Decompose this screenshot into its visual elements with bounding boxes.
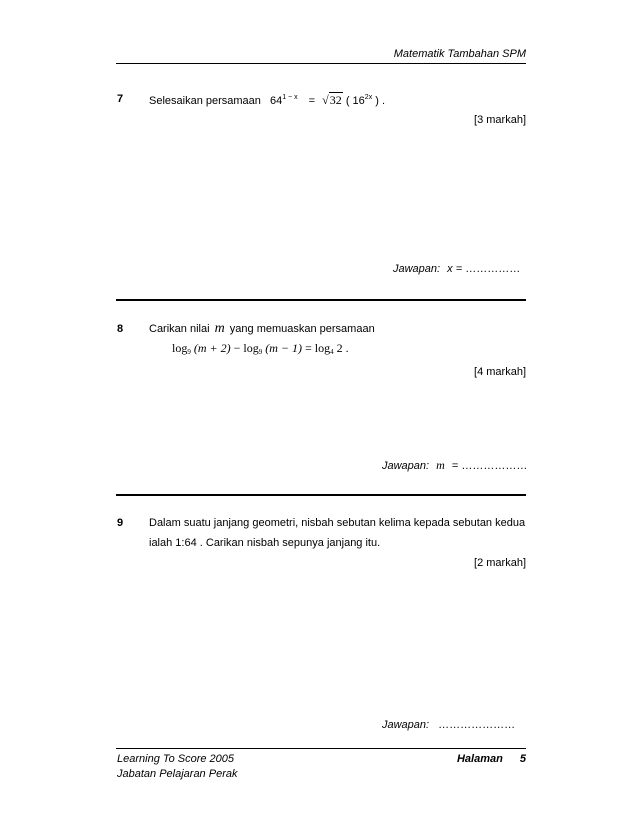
answer-var: m: [436, 458, 445, 472]
eq-exponent: 1 − x: [282, 94, 298, 101]
answer-label: Jawapan:: [382, 460, 430, 472]
sqrt-radicand: 32: [329, 93, 342, 107]
sqrt-expression: √32: [322, 93, 342, 107]
footer-page-label: Halaman: [456, 753, 503, 765]
answer-label: Jawapan:: [393, 263, 441, 275]
question-8-number: 8: [117, 323, 124, 335]
eq-equals: =: [308, 95, 316, 107]
answer-dots[interactable]: ………………: [461, 460, 528, 472]
footer-left-line-1: Learning To Score 2005: [117, 753, 235, 765]
answer-dots[interactable]: ……………: [465, 263, 521, 275]
question-9-number: 9: [117, 517, 124, 529]
answer-eq: =: [451, 460, 459, 472]
question-8-variable: m: [214, 321, 225, 336]
question-7-answer: [393, 263, 520, 275]
log-3: log: [314, 341, 331, 355]
footer-left-line-2: Jabatan Pelajaran Perak: [117, 768, 238, 780]
question-7-equation: [270, 95, 385, 107]
log-3-base: 4: [330, 348, 334, 356]
question-8-prompt-post: yang memuaskan persamaan: [229, 323, 375, 335]
question-7-prompt: Selesaikan persamaan: [149, 95, 261, 107]
log-2-arg: (m − 1): [265, 341, 302, 355]
section-divider-7: [116, 299, 526, 301]
eq-inner-base: 16: [352, 95, 365, 107]
header-rule: [116, 63, 526, 64]
eq-inner-exponent: 2x: [364, 94, 373, 101]
page-header-title: Matematik Tambahan SPM: [393, 48, 526, 60]
question-9-line-1: Dalam suatu janjang geometri, nisbah sebutan kelima kepada sebutan kedua: [149, 517, 526, 529]
log-1: log: [172, 341, 188, 355]
eq-tail: ) .: [375, 95, 386, 107]
question-7-text: [149, 93, 385, 108]
question-9-line-2: ialah 1:64 . Carikan nisbah sepunya janjang itu.: [149, 537, 381, 549]
question-9-marks: [2 markah]: [474, 557, 526, 569]
question-9-answer: [382, 719, 515, 731]
eq-equals: =: [305, 341, 312, 355]
log-1-arg: (m + 2): [193, 341, 231, 355]
log-3-arg: 2 .: [336, 341, 349, 355]
answer-dots[interactable]: …………………: [438, 719, 516, 731]
footer-page-number: 5: [519, 753, 526, 765]
eq-base: 64: [269, 95, 283, 107]
question-8-answer: [382, 458, 527, 473]
eq-inner: ( $16^{2x}$ ) .: [345, 94, 386, 107]
section-divider-8: [116, 494, 526, 496]
log-1-base: 9: [187, 348, 191, 356]
answer-var: x =: [447, 263, 463, 275]
log-2: log: [243, 341, 259, 355]
footer-page: [457, 753, 526, 765]
footer-rule: [116, 748, 526, 749]
answer-label: Jawapan:: [382, 719, 430, 731]
question-7-number: 7: [117, 93, 124, 105]
question-7-marks: [3 markah]: [474, 114, 526, 126]
question-8-equation: [172, 341, 349, 356]
log-2-base: 9: [258, 348, 263, 356]
question-8-prompt-pre: Carikan nilai: [149, 323, 210, 335]
question-8-marks: [4 markah]: [474, 366, 526, 378]
eq-minus: −: [233, 341, 241, 355]
question-8-text: [149, 321, 375, 337]
